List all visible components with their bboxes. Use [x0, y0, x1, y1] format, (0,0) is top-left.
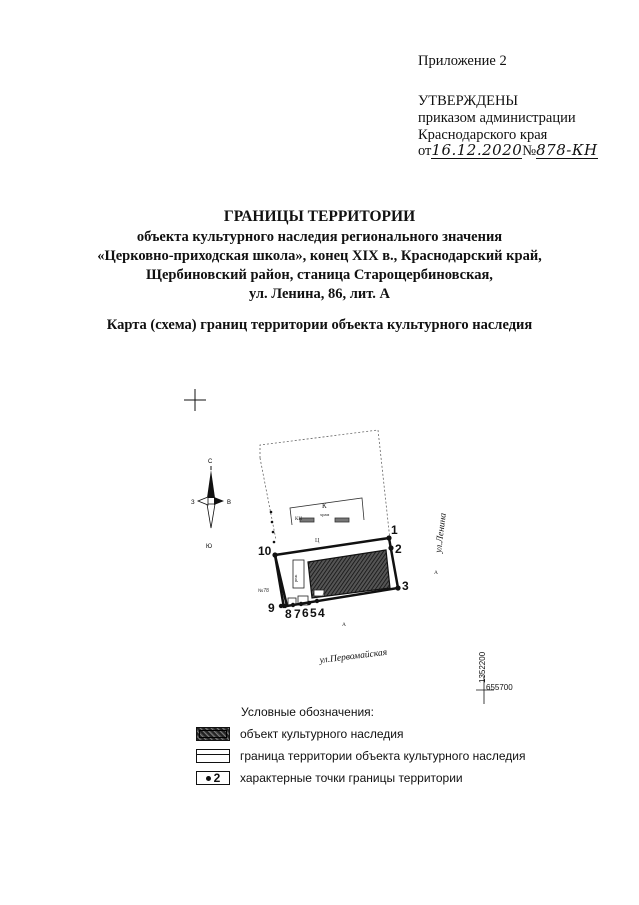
point-label-6: 6: [302, 606, 309, 620]
document-title: ГРАНИЦЫ ТЕРРИТОРИИ: [223, 208, 416, 225]
street-lenina: ул.Ленина: [434, 512, 449, 554]
left-dotted-line: [270, 511, 276, 544]
legend-label-boundary: граница территории объекта культурного наследия: [240, 749, 526, 763]
label-r: реж: [293, 574, 298, 582]
order-number: 878-КН: [536, 141, 598, 159]
territory-boundary-west: [275, 555, 284, 608]
compass-west: З: [191, 500, 195, 506]
title-line-2: объекта культурного наследия регионального значения: [136, 229, 503, 245]
order-date: 16.12.2020: [431, 141, 523, 159]
heritage-object-swatch-icon: [196, 727, 230, 741]
by-order-label: приказом администрации: [418, 110, 576, 126]
legend-item-points: [196, 768, 463, 788]
appendix-label: Приложение 2: [418, 53, 507, 69]
neighbour-parcel: [260, 430, 390, 540]
building-k-sub: храм: [320, 512, 330, 517]
point-label-5: 5: [310, 606, 317, 620]
legend-label-heritage-object: объект культурного наследия: [240, 727, 404, 741]
legend-item-heritage-object: [196, 724, 403, 744]
compass-south: Ю: [206, 544, 213, 550]
territory-boundary-swatch-icon: [196, 749, 230, 763]
compass-north: С: [208, 459, 213, 465]
coord-vertical: 1352200: [478, 651, 487, 683]
church-building: [290, 498, 364, 525]
letter-a-south: А: [342, 622, 346, 628]
street-pervomayskaya: ул.Первомайская: [319, 647, 388, 666]
legend-label-points: характерные точки границы территории: [240, 771, 463, 785]
building-k-label: К: [322, 502, 327, 510]
legend-point-symbol: 2: [213, 771, 221, 785]
title-line-5: ул. Ленина, 86, лит. А: [249, 286, 390, 302]
lot-number-label: №78: [258, 588, 269, 594]
point-label-1: 1: [391, 523, 398, 537]
map-subtitle: Карта (схема) границ территории объекта культурного наследия: [106, 317, 533, 333]
point-label-2: 2: [395, 542, 402, 556]
point-label-7: 7: [294, 607, 301, 621]
title-line-4: Щербиновский район, станица Старощербиновская,: [146, 267, 493, 283]
building-kr-label: КН: [295, 517, 302, 522]
point-label-9: 9: [268, 601, 275, 615]
label-c: Ц: [315, 538, 320, 544]
point-label-3: 3: [402, 579, 409, 593]
point-label-8: 8: [285, 607, 292, 621]
boundary-point-swatch-icon: [196, 771, 230, 785]
grid-crosshair: [184, 389, 206, 411]
point-label-4: 4: [318, 606, 325, 620]
region-label: Краснодарского края: [418, 127, 548, 143]
letter-a-east: А: [434, 570, 438, 576]
compass-east: В: [227, 500, 232, 506]
point-label-10: 10: [258, 544, 272, 558]
date-prefix: от: [418, 143, 432, 159]
coord-horizontal: 655700: [486, 683, 513, 692]
legend-item-boundary: [196, 746, 526, 766]
title-line-3: «Церковно-приходская школа», конец XIX в., Краснодарский край,: [97, 248, 542, 264]
legend-heading: Условные обозначения:: [241, 705, 374, 719]
compass-rose: [191, 459, 231, 550]
approved-label: УТВЕРЖДЕНЫ: [418, 93, 519, 109]
number-prefix: №: [522, 143, 537, 159]
letter-a-object: А: [322, 593, 326, 598]
